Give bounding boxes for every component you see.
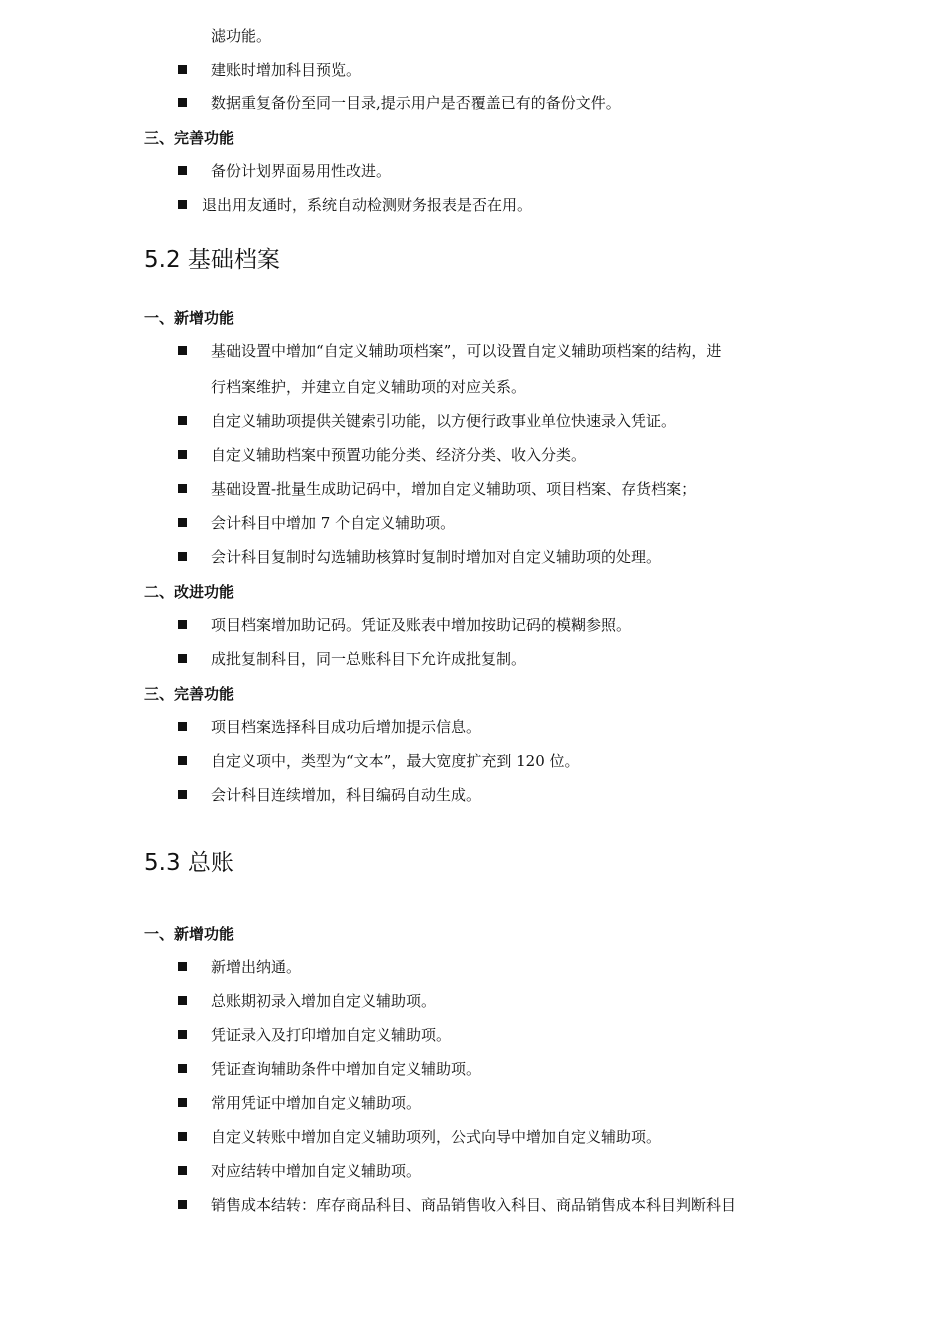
list-item-text: 备份计划界面易用性改进。 — [211, 162, 392, 180]
square-bullet-icon — [178, 654, 187, 663]
list-item-text: 建账时增加科目预览。 — [211, 61, 362, 79]
list-item-text: 凭证查询辅助条件中增加自定义辅助项。 — [211, 1060, 482, 1078]
list-item-continuation: 行档案维护，并建立自定义辅助项的对应关系。 — [211, 378, 527, 396]
section-title-5-3: 5.3 总账 — [144, 850, 234, 876]
list-item-text: 自定义辅助项提供关键索引功能，以方便行政事业单位快速录入凭证。 — [211, 412, 677, 430]
list-item-text: 总账期初录入增加自定义辅助项。 — [211, 992, 437, 1010]
list-item-text: 数据重复备份至同一目录,提示用户是否覆盖已有的备份文件。 — [211, 94, 621, 112]
list-item-text: 基础设置中增加“自定义辅助项档案”，可以设置自定义辅助项档案的结构，进 — [211, 342, 722, 360]
subheading-new: 一、新增功能 — [144, 925, 235, 943]
square-bullet-icon — [178, 1200, 187, 1209]
subheading-improve: 二、改进功能 — [144, 583, 235, 601]
subheading-new: 一、新增功能 — [144, 309, 235, 327]
list-item-text: 凭证录入及打印增加自定义辅助项。 — [211, 1026, 452, 1044]
square-bullet-icon — [178, 996, 187, 1005]
section-title-5-2: 5.2 基础档案 — [144, 247, 280, 273]
list-item-text: 自定义转账中增加自定义辅助项列，公式向导中增加自定义辅助项。 — [211, 1128, 662, 1146]
square-bullet-icon — [178, 416, 187, 425]
square-bullet-icon — [178, 450, 187, 459]
square-bullet-icon — [178, 620, 187, 629]
square-bullet-icon — [178, 484, 187, 493]
list-item-text: 项目档案增加助记码。凭证及账表中增加按助记码的模糊参照。 — [211, 616, 632, 634]
subheading-complete: 三、完善功能 — [144, 685, 235, 703]
square-bullet-icon — [178, 346, 187, 355]
list-item-text: 会计科目复制时勾选辅助核算时复制时增加对自定义辅助项的处理。 — [211, 548, 662, 566]
square-bullet-icon — [178, 166, 187, 175]
square-bullet-icon — [178, 1064, 187, 1073]
square-bullet-icon — [178, 1166, 187, 1175]
continuation-text: 滤功能。 — [211, 27, 272, 45]
square-bullet-icon — [178, 518, 187, 527]
list-item-text: 退出用友通时，系统自动检测财务报表是否在用。 — [202, 196, 533, 214]
square-bullet-icon — [178, 98, 187, 107]
list-item-text: 自定义辅助档案中预置功能分类、经济分类、收入分类。 — [211, 446, 587, 464]
square-bullet-icon — [178, 722, 187, 731]
list-item-text: 成批复制科目，同一总账科目下允许成批复制。 — [211, 650, 527, 668]
list-item-text: 基础设置-批量生成助记码中，增加自定义辅助项、项目档案、存货档案； — [211, 480, 697, 498]
square-bullet-icon — [178, 65, 187, 74]
square-bullet-icon — [178, 1030, 187, 1039]
square-bullet-icon — [178, 552, 187, 561]
square-bullet-icon — [178, 1098, 187, 1107]
list-item-text: 销售成本结转：库存商品科目、商品销售收入科目、商品销售成本科目判断科目 — [211, 1196, 737, 1214]
list-item-text: 会计科目中增加 7 个自定义辅助项。 — [211, 514, 456, 532]
square-bullet-icon — [178, 790, 187, 799]
square-bullet-icon — [178, 756, 187, 765]
list-item-text: 对应结转中增加自定义辅助项。 — [211, 1162, 422, 1180]
square-bullet-icon — [178, 962, 187, 971]
square-bullet-icon — [178, 200, 187, 209]
list-item-text: 项目档案选择科目成功后增加提示信息。 — [211, 718, 482, 736]
list-item-text: 自定义项中，类型为“文本”，最大宽度扩充到 120 位。 — [211, 752, 580, 770]
square-bullet-icon — [178, 1132, 187, 1141]
subheading-complete: 三、完善功能 — [144, 129, 235, 147]
list-item-text: 新增出纳通。 — [211, 958, 302, 976]
list-item-text: 会计科目连续增加，科目编码自动生成。 — [211, 786, 482, 804]
list-item-text: 常用凭证中增加自定义辅助项。 — [211, 1094, 422, 1112]
